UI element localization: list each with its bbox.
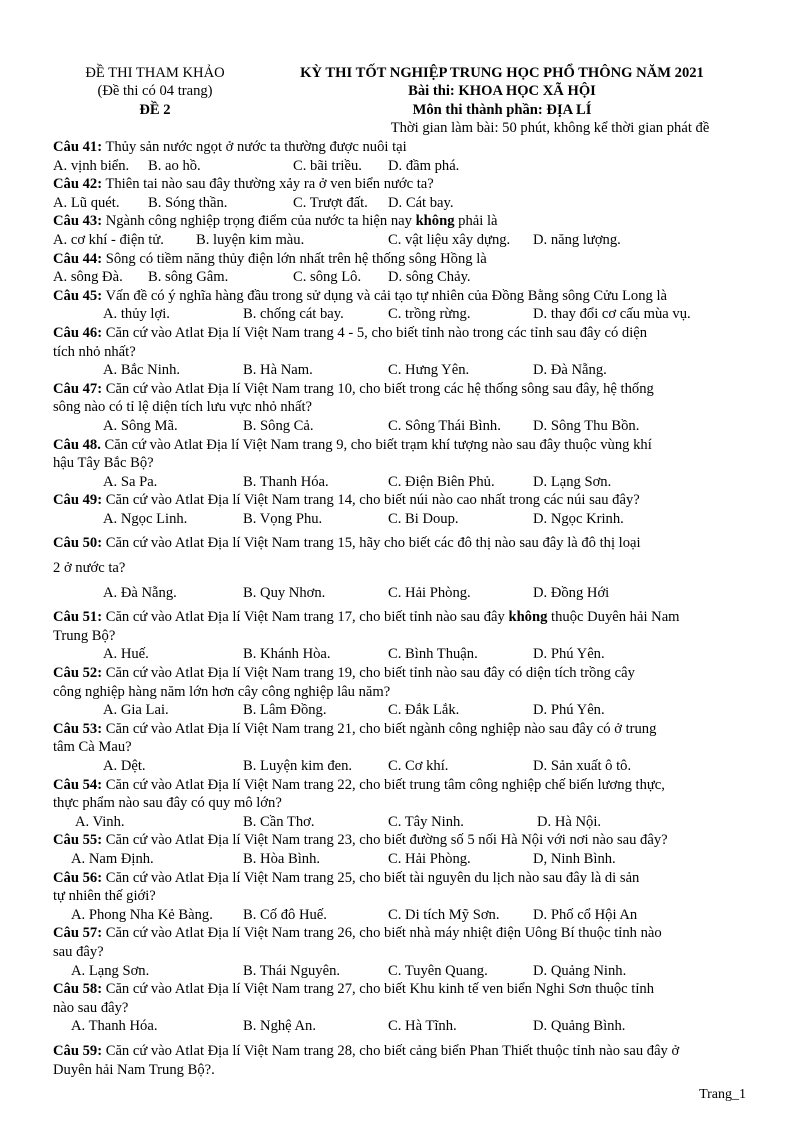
question-text-continued: tự nhiên thế giới? <box>53 888 156 905</box>
answer-option-c: C. Đắk Lắk. <box>388 702 460 719</box>
answer-options <box>53 361 753 380</box>
answer-option-c: C. vật liệu xây dựng. <box>388 231 511 248</box>
answer-option-c: C. Sông Thái Bình. <box>388 417 501 434</box>
question-stem: Căn cứ vào Atlat Địa lí Việt Nam trang 27, cho biết Khu kinh tế ven biển Nghi Sơn thuộc tỉnh <box>102 981 654 998</box>
answer-option-d: D. Đồng Hới <box>533 584 610 601</box>
question-item <box>53 212 753 249</box>
question-item <box>53 436 753 492</box>
question-text <box>53 534 753 553</box>
question-item <box>53 720 753 776</box>
answer-option-a: A. Lạng Sơn. <box>71 962 150 979</box>
answer-option-b: B. Nghệ An. <box>243 1018 316 1035</box>
answer-option-a: A. Dệt. <box>103 758 146 774</box>
answer-option-a: A. Sông Mã. <box>103 417 178 434</box>
question-item <box>53 287 753 324</box>
answer-option-c: C. Hà Tĩnh. <box>388 1018 457 1035</box>
question-text <box>53 380 753 399</box>
answer-options <box>53 194 753 213</box>
answer-options <box>53 510 753 529</box>
answer-option-d: D. Hà Nội. <box>537 813 602 830</box>
answer-option-b: B. Thái Nguyên. <box>243 962 341 979</box>
question-text-continued: tích nhỏ nhất? <box>53 343 136 360</box>
question-item <box>53 869 753 925</box>
question-number: Câu 44: <box>53 250 103 267</box>
question-stem: Căn cứ vào Atlat Địa lí Việt Nam trang 17, cho biết tỉnh nào sau đây <box>102 609 509 626</box>
answer-option-c: C. Tây Ninh. <box>388 813 464 830</box>
question-stem: Căn cứ vào Atlat Địa lí Việt Nam trang 22, cho biết trung tâm công nghiệp chế biến lương thực, <box>102 776 665 793</box>
question-stem: Căn cứ vào Atlat Địa lí Việt Nam trang 10, cho biết trong các hệ thống sông sau đây, hệ thống <box>102 380 654 397</box>
question-number: Câu 46: <box>53 324 103 341</box>
question-stem: Căn cứ vào Atlat Địa lí Việt Nam trang 15, hãy cho biết các đô thị nào sau đây là đô thị loại <box>102 535 641 552</box>
page-number: Trang_1 <box>699 1087 746 1102</box>
question-stem: Căn cứ vào Atlat Địa lí Việt Nam trang 21, cho biết ngành công nghiệp nào sau đây có ở trung <box>102 720 657 737</box>
question-stem-end: phải là <box>454 213 498 230</box>
question-item <box>53 380 753 436</box>
answer-option-b: B. Quy Nhơn. <box>243 584 326 601</box>
answer-option-b: B. Luyện kim đen. <box>243 758 353 774</box>
question-number: Câu 56: <box>53 869 103 886</box>
answer-option-d: D. Cát bay. <box>388 194 454 211</box>
answer-options <box>53 473 753 492</box>
answer-option-d: D. Phố cổ Hội An <box>533 906 638 923</box>
question-item <box>53 924 753 980</box>
answer-option-b: B. Thanh Hóa. <box>243 473 329 490</box>
answer-option-d: D. Quảng Bình. <box>533 1018 626 1035</box>
question-text-continued: tâm Cà Mau? <box>53 739 132 756</box>
question-stem: Sông có tiềm năng thủy điện lớn nhất trên hệ thống sông Hồng là <box>102 250 487 267</box>
answer-option-d: D. Quảng Ninh. <box>533 962 627 979</box>
question-stem: Căn cứ vào Atlat Địa lí Việt Nam trang 14, cho biết núi nào cao nhất trong các núi sau đây? <box>102 492 640 509</box>
question-stem: Căn cứ vào Atlat Địa lí Việt Nam trang 19, cho biết tỉnh nào sau đây có diện tích trồng cây <box>102 665 635 682</box>
answer-option-c: C. Di tích Mỹ Sơn. <box>388 906 500 923</box>
question-item <box>53 138 753 175</box>
question-item <box>53 250 753 287</box>
question-text-continued: 2 ở nước ta? <box>53 560 126 577</box>
question-number: Câu 58: <box>53 981 103 998</box>
question-item <box>53 831 753 868</box>
exam-subject: Môn thi thành phần: ĐỊA LÍ <box>412 102 592 118</box>
answer-option-c: C. Cơ khí. <box>388 758 449 774</box>
question-number: Câu 50: <box>53 535 103 552</box>
answer-option-d: D. sông Chảy. <box>388 269 471 286</box>
question-item <box>53 175 753 212</box>
answer-options <box>53 813 753 832</box>
question-text-continued: sông nào có tỉ lệ diện tích lưu vực nhỏ nhất? <box>53 399 312 416</box>
question-stem: Căn cứ vào Atlat Địa lí Việt Nam trang 23, cho biết đường số 5 nối Hà Nội với nơi nào sau đây? <box>102 832 668 849</box>
question-number: Câu 42: <box>53 176 103 193</box>
answer-option-a: A. Bắc Ninh. <box>103 362 181 379</box>
answer-option-d: D. Phú Yên. <box>533 702 605 719</box>
question-text-continued: sau đây? <box>53 943 104 960</box>
question-text <box>53 664 753 683</box>
answer-options <box>53 1017 753 1036</box>
answer-option-a: A. cơ khí - điện tử. <box>53 231 164 248</box>
answer-option-a: A. sông Đà. <box>53 269 123 286</box>
question-number: Câu 54: <box>53 776 103 793</box>
question-stem: Vấn đề có ý nghĩa hàng đầu trong sử dụng và cải tạo tự nhiên của Đồng Bằng sông Cửu Long là <box>102 287 668 304</box>
answer-option-a: A. Gia Lai. <box>103 702 169 719</box>
answer-options <box>53 157 753 176</box>
question-text-continued: công nghiệp hàng năm lớn hơn cây công nghiệp lâu năm? <box>53 683 391 700</box>
question-emphasis: không <box>508 609 548 626</box>
question-text-continued: hậu Tây Bắc Bộ? <box>53 455 154 472</box>
answer-option-a: A. thủy lợi. <box>103 306 170 323</box>
question-text <box>53 980 753 999</box>
question-stem-end: thuộc Duyên hải Nam <box>547 609 680 626</box>
question-emphasis: không <box>415 213 455 230</box>
question-item <box>53 776 753 832</box>
answer-option-a: A. Lũ quét. <box>53 194 120 211</box>
answer-option-d: D. đầm phá. <box>388 157 460 174</box>
question-stem: Ngành công nghiệp trọng điểm của nước ta hiện nay <box>102 213 416 230</box>
answer-option-a: A. Sa Pa. <box>103 473 158 490</box>
answer-options <box>53 268 753 287</box>
answer-option-a: A. Ngọc Linh. <box>103 510 188 527</box>
question-item <box>53 664 753 720</box>
answer-option-b: B. luyện kim màu. <box>196 231 305 248</box>
question-text <box>53 138 753 157</box>
answer-option-a: A. Nam Định. <box>71 850 154 867</box>
question-stem: Thiên tai nào sau đây thường xảy ra ở ven biển nước ta? <box>102 176 434 193</box>
answer-option-b: B. Cố đô Huế. <box>243 906 327 923</box>
question-item <box>53 980 753 1036</box>
answer-options <box>53 231 753 250</box>
exam-title: KỲ THI TỐT NGHIỆP TRUNG HỌC PHỔ THÔNG NĂM 2021 <box>300 65 704 81</box>
question-text <box>53 175 753 194</box>
answer-option-c: C. Tuyên Quang. <box>388 962 488 979</box>
answer-options <box>53 850 753 869</box>
answer-option-a: A. Đà Nẵng. <box>103 584 177 601</box>
answer-options <box>53 906 753 925</box>
question-text <box>53 776 753 795</box>
question-stem: Căn cứ vào Atlat Địa lí Việt Nam trang 4 - 5, cho biết tỉnh nào trong các tỉnh sau đây có diện <box>102 324 648 341</box>
question-text <box>53 287 753 306</box>
answer-options <box>53 645 753 664</box>
answer-option-c: C. Bình Thuận. <box>388 646 478 663</box>
question-text <box>53 491 753 510</box>
question-item <box>53 491 753 528</box>
question-number: Câu 55: <box>53 832 103 849</box>
question-stem: Căn cứ vào Atlat Địa lí Việt Nam trang 9, cho biết trạm khí tượng nào sau đây thuộc vùng khí <box>100 436 652 453</box>
question-text <box>53 250 753 269</box>
exam-type: ĐỀ THI THAM KHẢO <box>85 65 225 81</box>
question-item <box>53 528 753 602</box>
answer-option-d: D. Đà Nẵng. <box>533 362 607 379</box>
answer-option-b: B. Hà Nam. <box>243 362 313 379</box>
question-text-continued: Trung Bộ? <box>53 627 116 644</box>
answer-option-a: A. vịnh biển. <box>53 157 130 174</box>
answer-option-c: C. Hưng Yên. <box>388 362 470 379</box>
question-stem: Thủy sản nước ngọt ở nước ta thường được nuôi tại <box>102 139 407 155</box>
answer-option-b: B. Vọng Phu. <box>243 510 323 527</box>
question-stem: Căn cứ vào Atlat Địa lí Việt Nam trang 25, cho biết tài nguyên du lịch nào sau đây là di sản <box>102 869 640 886</box>
answer-option-d: D, Ninh Bình. <box>533 850 616 867</box>
answer-option-b: B. Sóng thần. <box>148 194 228 211</box>
question-item <box>53 602 753 664</box>
question-number: Câu 53: <box>53 720 103 737</box>
question-text <box>53 324 753 343</box>
answer-option-d: D. Lạng Sơn. <box>533 473 612 490</box>
question-stem: Căn cứ vào Atlat Địa lí Việt Nam trang 28, cho biết cảng biển Phan Thiết thuộc tỉnh nào sau đây ở <box>102 1042 680 1059</box>
answer-option-c: C. Hải Phòng. <box>388 584 471 601</box>
answer-option-a: A. Phong Nha Kẻ Bàng. <box>71 906 213 923</box>
page-count: (Đề thi có 04 trang) <box>97 83 213 99</box>
question-number: Câu 43: <box>53 213 103 230</box>
answer-option-b: B. Sông Cả. <box>243 417 314 434</box>
question-text <box>53 436 753 455</box>
question-number: Câu 49: <box>53 492 103 509</box>
answer-option-b: B. chống cát bay. <box>243 306 344 323</box>
answer-option-c: C. Hải Phòng. <box>388 850 471 867</box>
question-number: Câu 41: <box>53 139 103 155</box>
answer-option-a: A. Vinh. <box>75 813 125 830</box>
exam-duration: Thời gian làm bài: 50 phút, không kể thời gian phát đề <box>390 120 710 136</box>
exam-code: ĐỀ 2 <box>139 102 171 118</box>
question-text <box>53 1042 753 1061</box>
answer-option-b: B. ao hồ. <box>148 157 201 174</box>
question-text-continued: thực phẩm nào sau đây có quy mô lớn? <box>53 795 282 812</box>
answer-option-a: A. Thanh Hóa. <box>71 1018 158 1035</box>
question-text <box>53 831 753 850</box>
question-text-continued: nào sau đây? <box>53 999 129 1016</box>
question-text <box>53 869 753 888</box>
question-text <box>53 924 753 943</box>
answer-option-b: B. sông Gâm. <box>148 269 229 286</box>
question-number: Câu 45: <box>53 287 103 304</box>
answer-option-b: B. Hòa Bình. <box>243 850 321 867</box>
question-stem: Căn cứ vào Atlat Địa lí Việt Nam trang 26, cho biết nhà máy nhiệt điện Uông Bí thuộc tỉnh nào <box>102 925 662 942</box>
question-number: Câu 52: <box>53 665 103 682</box>
answer-option-c: C. bãi triều. <box>293 157 362 174</box>
question-item <box>53 1036 753 1079</box>
answer-option-d: D. Phú Yên. <box>533 646 605 663</box>
question-list <box>53 138 753 1079</box>
answer-option-d: D. Sản xuất ô tô. <box>533 758 632 774</box>
exam-subject-group: Bài thi: KHOA HỌC XÃ HỘI <box>408 83 596 99</box>
answer-option-d: D. Sông Thu Bồn. <box>533 417 640 434</box>
question-number: Câu 48. <box>53 436 101 453</box>
question-text <box>53 212 753 231</box>
question-item <box>53 324 753 380</box>
answer-options <box>53 757 753 776</box>
answer-options <box>53 305 753 324</box>
question-number: Câu 57: <box>53 925 103 942</box>
answer-option-b: B. Cần Thơ. <box>243 813 315 830</box>
question-number: Câu 51: <box>53 609 103 626</box>
answer-options <box>53 701 753 720</box>
answer-option-c: C. Bi Doup. <box>388 510 459 527</box>
answer-options <box>53 584 753 603</box>
answer-options <box>53 417 753 436</box>
question-text <box>53 720 753 739</box>
answer-option-d: D. Ngọc Krinh. <box>533 510 624 527</box>
answer-option-d: D. năng lượng. <box>533 231 621 248</box>
answer-option-a: A. Huế. <box>103 646 149 663</box>
answer-option-c: C. Điện Biên Phủ. <box>388 473 495 490</box>
answer-option-c: C. sông Lô. <box>293 269 362 286</box>
answer-option-c: C. trồng rừng. <box>388 306 471 323</box>
answer-options <box>53 962 753 981</box>
question-text-continued: Duyên hải Nam Trung Bộ?. <box>53 1061 215 1078</box>
answer-option-b: B. Lâm Đồng. <box>243 702 327 719</box>
question-number: Câu 47: <box>53 380 103 397</box>
answer-option-c: C. Trượt đất. <box>293 194 368 211</box>
question-number: Câu 59: <box>53 1042 103 1059</box>
question-text <box>53 608 753 627</box>
answer-option-b: B. Khánh Hòa. <box>243 646 331 663</box>
answer-option-d: D. thay đổi cơ cấu mùa vụ. <box>533 306 691 323</box>
